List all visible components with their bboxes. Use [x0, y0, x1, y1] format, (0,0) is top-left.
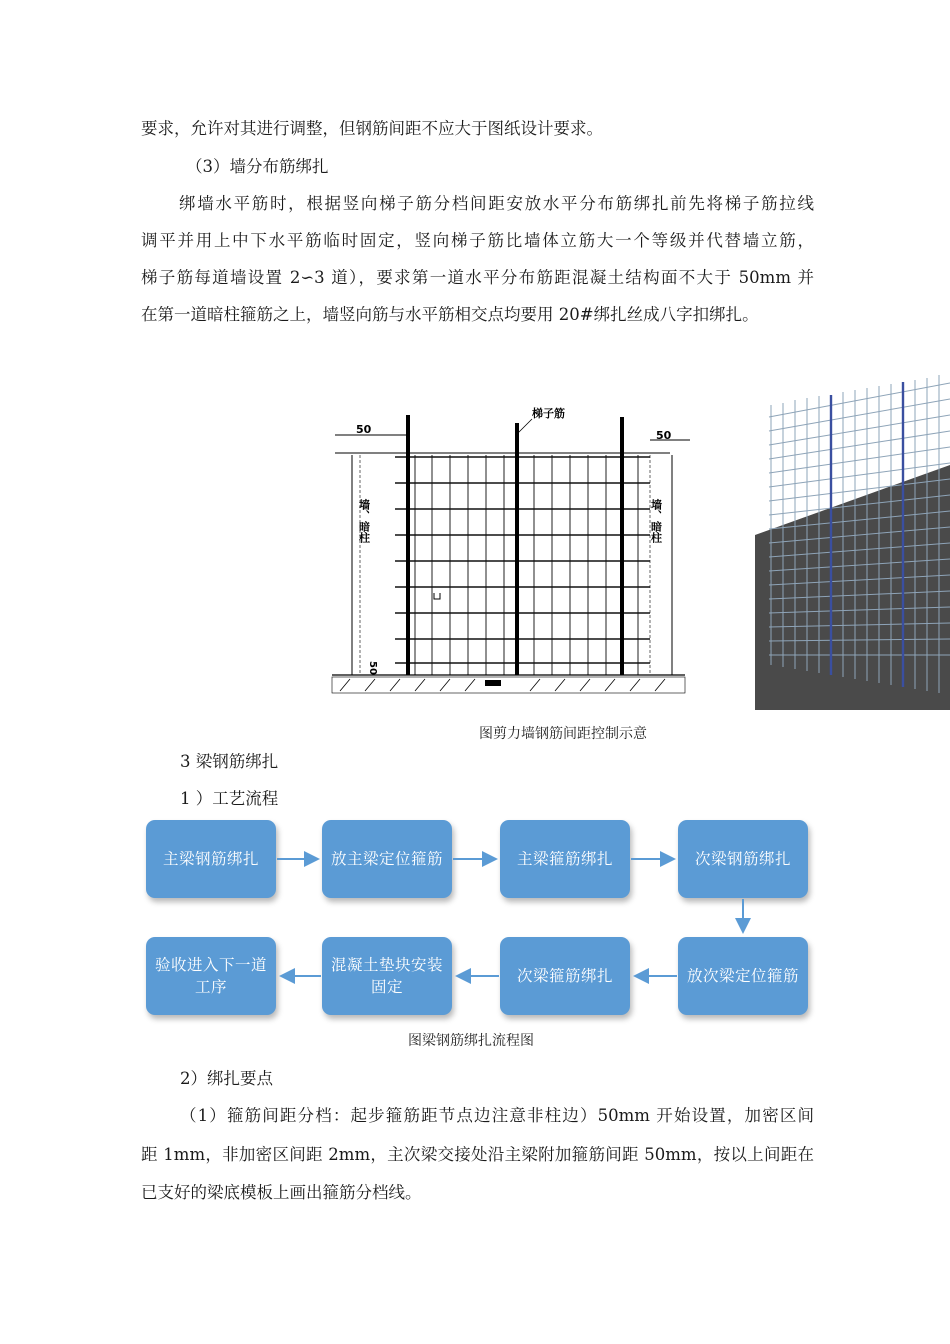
dim-label-right: 50 [656, 429, 672, 442]
flow-step [500, 820, 630, 898]
rebar-mesh-3d-image [755, 365, 950, 710]
flow-step-label: 主梁箍筋绑扎 [516, 850, 613, 868]
figure-caption-wall: 图剪力墙钢筋间距控制示意 [479, 726, 647, 742]
ladder-bar-label: 梯子筋 [532, 407, 565, 420]
flow-step [678, 937, 808, 1015]
flow-step-label: 放主梁定位箍筋 [330, 850, 443, 868]
wall-rebar-drawing [320, 395, 710, 705]
flow-step [146, 937, 276, 1015]
dim-label-left: 50 [356, 423, 372, 436]
flow-step [146, 820, 276, 898]
paragraph-line: 梯子筋每道墙设置 2∽3 道），要求第一道水平分布筋距混凝土结构面不大于 50mm 并 [141, 268, 814, 287]
paragraph-line: 绑墙水平筋时，根据竖向梯子筋分档间距安放水平分布筋绑扎前先将梯子筋拉线 [179, 194, 814, 213]
right-column-label: 墙、暗柱 [649, 499, 663, 543]
flow-step-label: 主梁钢筋绑扎 [162, 850, 259, 868]
flow-step-label: 混凝土垫块安装固定 [331, 956, 444, 996]
dim-label-bottom: 50 [367, 661, 378, 675]
paragraph-line: 已支好的梁底模板上画出箍筋分档线。 [141, 1183, 422, 1202]
flow-step-label: 次梁钢筋绑扎 [694, 850, 791, 868]
section-heading-beam: 3 梁钢筋绑扎 [180, 752, 279, 771]
section-heading-wall: （3）墙分布筋绑扎 [186, 157, 329, 176]
flow-step-label: 放次梁定位箍筋 [686, 967, 799, 985]
paragraph-line: 在第一道暗柱箍筋之上，墙竖向筋与水平筋相交点均要用 20#绑扎丝成八字扣绑扎。 [141, 305, 759, 324]
flow-step [322, 937, 452, 1015]
paragraph-line: 调平并用上中下水平筋临时固定，竖向梯子筋比墙体立筋大一个等级并代替墙立筋， [141, 231, 814, 250]
flow-step-label: 次梁箍筋绑扎 [516, 967, 613, 985]
subheading-process: 1 ）工艺流程 [180, 789, 279, 808]
figure-caption-flow: 图梁钢筋绑扎流程图 [408, 1033, 534, 1049]
paragraph-line: 要求，允许对其进行调整，但钢筋间距不应大于图纸设计要求。 [141, 119, 603, 138]
flow-step [678, 820, 808, 898]
flow-step-label: 验收进入下一道工序 [155, 956, 268, 996]
section-heading-points: 2）绑扎要点 [180, 1069, 273, 1088]
left-column-label: 墙、暗柱 [357, 499, 371, 543]
flow-step [322, 820, 452, 898]
flow-step [500, 937, 630, 1015]
paragraph-line: （1）箍筋间距分档：起步箍筋距节点边注意非柱边）50mm 开始设置，加密区间 [180, 1106, 814, 1125]
paragraph-line: 距 1mm，非加密区间距 2mm，主次梁交接处沿主梁附加箍筋间距 50mm，按以上间距在 [141, 1145, 814, 1164]
